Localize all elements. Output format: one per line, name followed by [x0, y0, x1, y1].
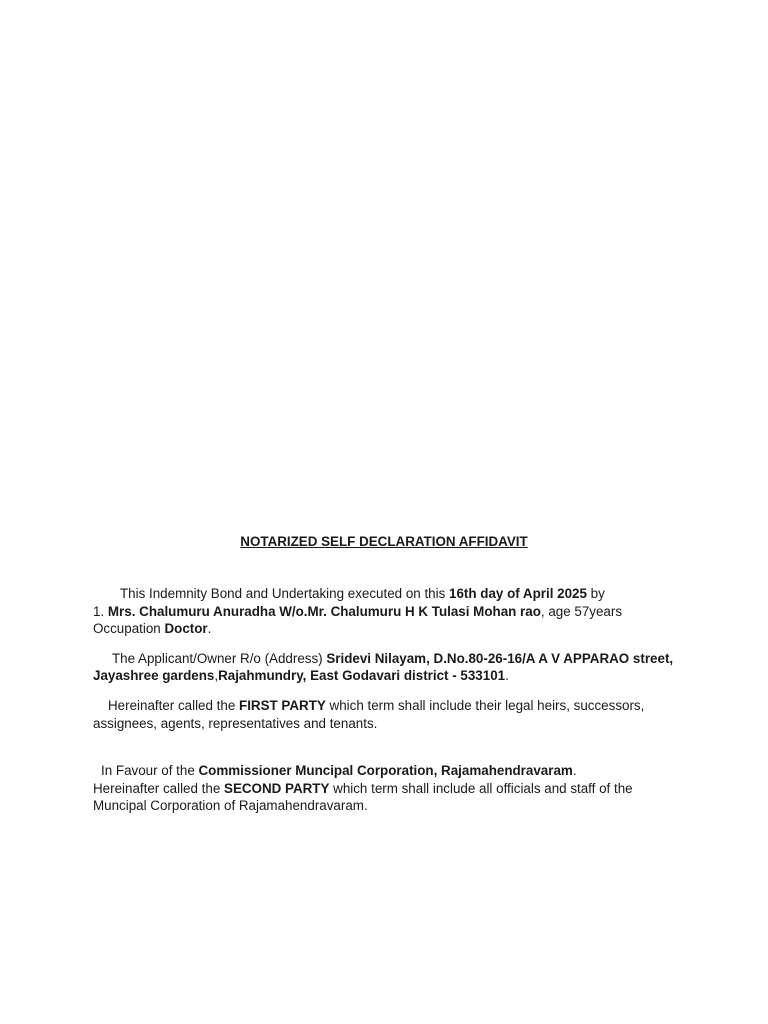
- commissioner-name: Commissioner Muncipal Corporation, Rajamahendravaram: [198, 763, 573, 779]
- party-age: , age 57years: [540, 603, 623, 619]
- first-party-paragraph: [93, 697, 675, 732]
- first-party-lead: Hereinafter called the: [108, 697, 240, 713]
- intro-by: by: [586, 586, 605, 601]
- affidavit-page: [93, 533, 675, 815]
- address-paragraph: [93, 650, 675, 685]
- second-party-hereinafter: Hereinafter called the: [93, 780, 225, 796]
- second-party-lead: In Favour of the: [101, 763, 199, 779]
- second-party-rest: which term shall include all officials and staff of the Muncipal Corporation of Rajamahendravaram.: [93, 780, 633, 814]
- first-party-label: FIRST PARTY: [239, 697, 326, 713]
- first-party-rest: which term shall include their legal heirs, successors, assignees, agents, representatives and tenants.: [93, 697, 645, 731]
- address-line-2: Rajahmundry, East Godavari district - 533101: [218, 668, 506, 684]
- address-lead: The Applicant/Owner R/o (Address): [112, 650, 327, 666]
- document-title: NOTARIZED SELF DECLARATION AFFIDAVIT: [240, 534, 528, 549]
- party-number: 1.: [93, 603, 108, 619]
- intro-period: .: [207, 621, 212, 637]
- party-name: Mrs. Chalumuru Anuradha W/o.Mr. Chalumuru H K Tulasi Mohan rao: [107, 603, 541, 619]
- address-period: .: [505, 668, 509, 684]
- intro-lead: This Indemnity Bond and Undertaking executed on this: [120, 586, 450, 601]
- execution-date: 16th day of April 2025: [449, 586, 587, 601]
- second-party-label: SECOND PARTY: [224, 780, 330, 796]
- address-line-1: Sridevi Nilayam, D.No.80-26-16/A A V APPARAO street, Jayashree gardens: [93, 650, 674, 684]
- address-comma: ,: [214, 668, 219, 684]
- second-party-paragraph: [93, 762, 675, 815]
- intro-paragraph: [93, 585, 675, 638]
- occupation-label: Occupation: [93, 621, 165, 637]
- second-party-period: .: [572, 763, 577, 779]
- occupation-value: Doctor: [164, 621, 208, 637]
